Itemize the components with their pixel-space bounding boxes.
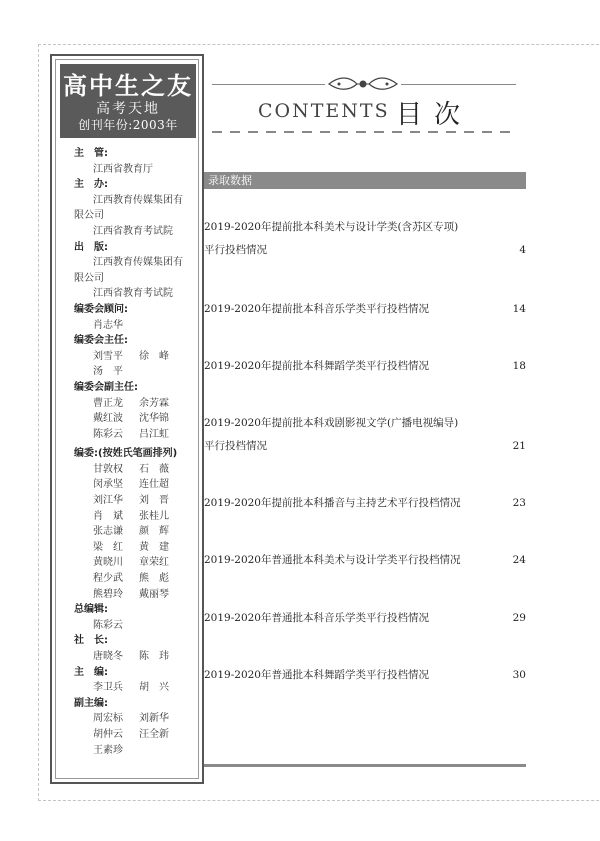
- staff-name: 连仕超: [139, 479, 169, 491]
- toc-page-number: 4: [519, 244, 526, 256]
- founded-year: 创刊年份:2003年: [78, 118, 178, 132]
- header-dashed-rule: [212, 131, 516, 133]
- toc-entry[interactable]: [204, 412, 526, 458]
- toc-entry[interactable]: [204, 664, 526, 687]
- staff-name: 汪全新: [139, 728, 169, 740]
- toc-page-number: 18: [512, 360, 526, 372]
- toc-entry-title: 2019-2020年提前批本科戏剧影视文学(广播电视编导): [204, 417, 459, 429]
- magazine-subtitle: 高考天地: [96, 101, 160, 117]
- toc-entry[interactable]: [204, 549, 526, 572]
- staff-value: 肖志华: [93, 319, 123, 331]
- staff-list: [74, 146, 192, 758]
- staff-pair: [74, 571, 192, 587]
- toc-entry-title: 平行投档情况: [204, 244, 267, 256]
- staff-name: 黄晓川: [93, 557, 123, 569]
- staff-name: 徐 峰: [139, 350, 169, 362]
- toc-entry-title: 2019-2020年提前批本科播音与主持艺术平行投档情况: [204, 497, 461, 509]
- staff-pair: [74, 680, 192, 696]
- staff-name: 石 薇: [139, 463, 169, 475]
- staff-name: 陈 玮: [139, 651, 169, 662]
- contents-heading: CONTENTS: [258, 100, 390, 122]
- staff-name: 颜 辉: [139, 526, 169, 538]
- staff-name: 熊 彪: [139, 573, 169, 585]
- staff-value: 陈彩云: [93, 619, 123, 631]
- staff-name: 熊碧玲: [93, 588, 123, 600]
- staff-name: 甘敦权: [93, 463, 123, 475]
- staff-value: 江西省教育考试院: [93, 288, 173, 300]
- toc-entry-title: 2019-2020年普通批本科音乐学类平行投档情况: [204, 612, 429, 624]
- staff-role: 编委:(按姓氏笔画排列): [74, 448, 178, 460]
- staff-role: 编委会顾问:: [74, 303, 128, 315]
- section-title-bar: 录取数据: [204, 172, 526, 189]
- staff-name: 刘江华: [93, 495, 123, 507]
- staff-name: 周宏标: [93, 713, 123, 725]
- staff-role: 编委会副主任:: [74, 381, 138, 393]
- toc-entry-title: 2019-2020年提前批本科音乐学类平行投档情况: [204, 303, 429, 315]
- staff-name: 黄 建: [139, 541, 169, 553]
- staff-role: 主 管:: [74, 148, 108, 159]
- staff-name: 章荣红: [139, 557, 169, 569]
- staff-name: 曹正龙: [93, 397, 123, 409]
- flourish-ornament-icon: [325, 73, 401, 95]
- staff-value: 江西省教育厅: [93, 163, 153, 175]
- toc-entry[interactable]: [204, 607, 526, 630]
- staff-name: 戴丽琴: [139, 588, 169, 600]
- staff-name: 汤 平: [93, 366, 123, 378]
- staff-name: 余芳霖: [139, 397, 169, 409]
- toc-page-number: 29: [512, 612, 526, 624]
- toc-entry[interactable]: [204, 298, 526, 321]
- staff-role: 社 长:: [74, 635, 108, 647]
- staff-name: 吕江虹: [139, 428, 169, 440]
- staff-role: 副主编:: [74, 697, 108, 709]
- toc-page-number: 21: [512, 440, 526, 452]
- toc-entry-title: 2019-2020年普通批本科美术与设计学类平行投档情况: [204, 554, 461, 566]
- staff-pair: [74, 411, 192, 427]
- toc-entry-title: 平行投档情况: [204, 440, 267, 452]
- staff-pair: [74, 555, 192, 571]
- staff-pair: [74, 396, 192, 412]
- staff-name: 肖 斌: [93, 510, 123, 522]
- masthead-sidebar: [50, 54, 204, 784]
- staff-name: 刘新华: [139, 713, 169, 725]
- staff-name: 唐晓冬: [93, 651, 123, 662]
- staff-value: 限公司: [74, 210, 104, 222]
- footer-rule: [204, 764, 526, 767]
- staff-pair: [74, 711, 192, 727]
- staff-name: 梁 红: [93, 541, 123, 553]
- staff-name: 李卫兵: [93, 682, 123, 694]
- toc-page-number: 24: [512, 554, 526, 566]
- staff-pair: [74, 364, 192, 380]
- masthead-block: [60, 64, 196, 138]
- staff-role: 出 版:: [74, 241, 108, 253]
- staff-value: 限公司: [74, 272, 104, 284]
- toc-entry-title: 2019-2020年提前批本科舞蹈学类平行投档情况: [204, 360, 429, 372]
- staff-name: 沈华锦: [139, 413, 169, 425]
- toc-page-number: 14: [512, 303, 526, 315]
- staff-role: 主 办:: [74, 179, 108, 191]
- staff-pair: [74, 349, 192, 365]
- staff-name: 刘 晋: [139, 495, 169, 507]
- toc-entry-title: 2019-2020年提前批本科美术与设计学类(含苏区专项): [204, 221, 459, 233]
- staff-pair: [74, 427, 192, 443]
- staff-name: 陈彩云: [93, 428, 123, 440]
- staff-pair: [74, 509, 192, 525]
- toc-entry[interactable]: [204, 492, 526, 515]
- staff-role: 主 编:: [74, 666, 108, 678]
- staff-pair: [74, 462, 192, 478]
- staff-pair: [74, 743, 192, 759]
- staff-name: 程少武: [93, 573, 123, 585]
- staff-pair: [74, 477, 192, 493]
- mulu-heading: 目次: [396, 100, 473, 130]
- staff-pair: [74, 587, 192, 603]
- staff-name: 胡 兴: [139, 682, 169, 694]
- staff-pair: [74, 649, 192, 665]
- toc-page-number: 23: [512, 497, 526, 509]
- staff-name: 闵承坚: [93, 479, 123, 491]
- staff-pair: [74, 727, 192, 743]
- magazine-title: 高中生之友: [63, 71, 193, 100]
- staff-name: [139, 364, 185, 380]
- staff-name: 张志谦: [93, 526, 123, 538]
- staff-value: 江西教育传媒集团有: [93, 194, 183, 206]
- staff-value: 江西省教育考试院: [93, 225, 173, 237]
- staff-role: 编委会主任:: [74, 335, 128, 347]
- staff-role: 总编辑:: [74, 604, 108, 616]
- staff-name: [139, 743, 185, 759]
- staff-pair: [74, 540, 192, 556]
- toc-entry-title: 2019-2020年普通批本科舞蹈学类平行投档情况: [204, 669, 429, 681]
- staff-pair: [74, 524, 192, 540]
- toc-entry[interactable]: [204, 216, 526, 262]
- staff-name: 胡仲云: [93, 728, 123, 740]
- staff-pair: [74, 493, 192, 509]
- sidebar-inner-frame: [55, 59, 199, 779]
- staff-value: 江西教育传媒集团有: [93, 257, 183, 269]
- staff-name: 刘雪平: [93, 350, 123, 362]
- toc-entry[interactable]: [204, 355, 526, 378]
- staff-name: 戴红波: [93, 413, 123, 425]
- staff-name: 张桂儿: [139, 510, 169, 522]
- toc-page-number: 30: [512, 669, 526, 681]
- staff-name: 王素珍: [93, 744, 123, 756]
